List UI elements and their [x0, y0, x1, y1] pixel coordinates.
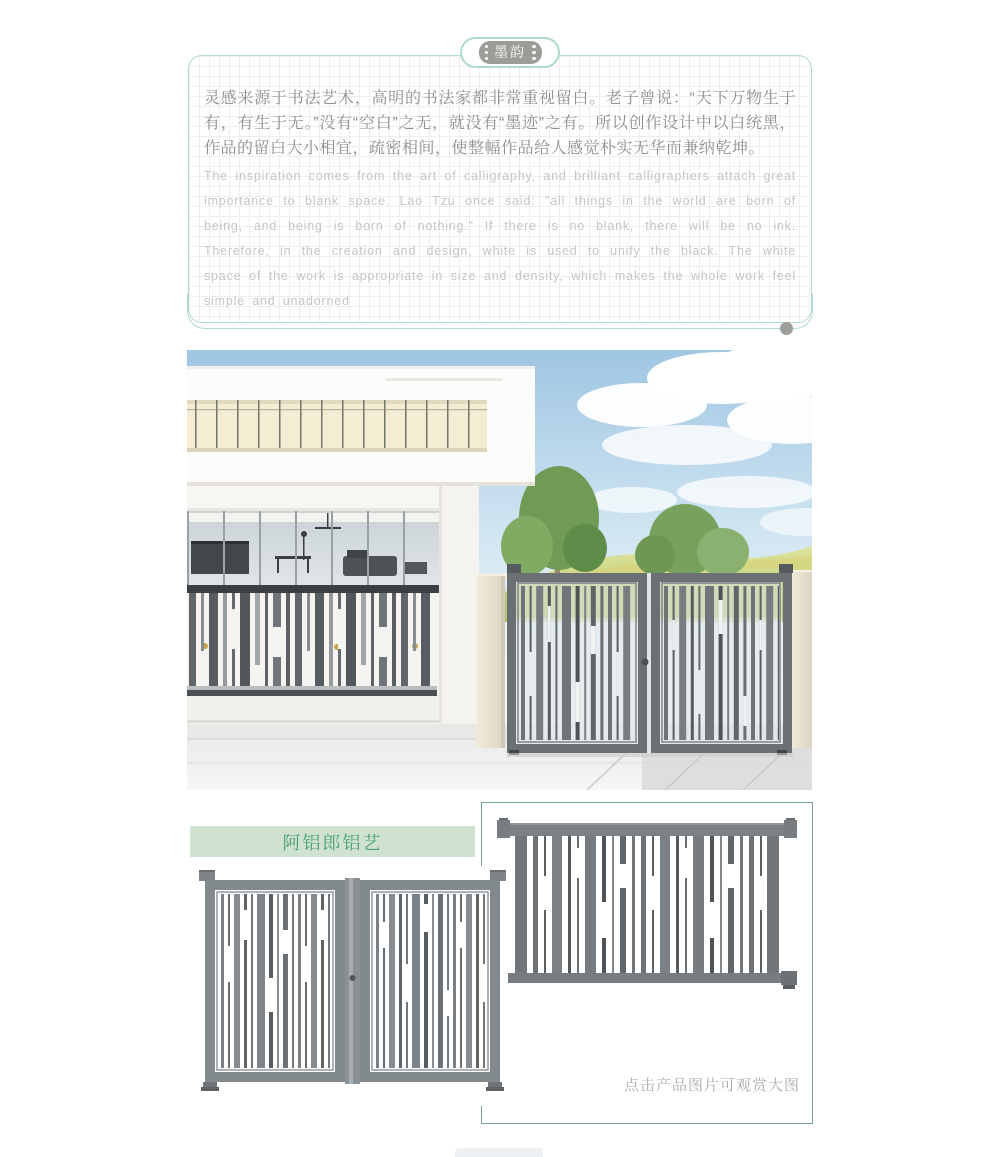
gate-product-image[interactable]: [197, 866, 508, 1106]
product-preview-panel: [481, 802, 813, 1124]
intro-text-cn: 灵感来源于书法艺术，高明的书法家都非常重视留白。老子曾说：“天下万物生于有，有生于无。”没有“空白”之无，就没有“墨迹”之有。所以创作设计中以白统黑，作品的留白大小相宜，疏密相间，使整幅作品给人感觉朴实无华而兼纳乾坤。: [204, 90, 796, 157]
section-badge-pill: [479, 41, 542, 64]
section-badge: [460, 37, 560, 68]
intro-card: [188, 55, 812, 323]
corner-dot-icon: [780, 322, 793, 335]
main-product-photo[interactable]: [187, 350, 812, 790]
badge-dots-right-icon: [532, 45, 536, 61]
gate-illustration: [507, 564, 793, 757]
house-gate-illustration: [187, 350, 812, 790]
fence-product-image[interactable]: [497, 813, 797, 1003]
section-badge-label: 墨韵: [494, 44, 526, 60]
brand-banner-label: 阿铝郎铝艺: [282, 832, 383, 853]
badge-dots-left-icon: [485, 45, 489, 61]
double-gate-illustration: [197, 866, 508, 1106]
next-section-stub: [455, 1148, 543, 1157]
zoom-hint-text: 点击产品图片可观赏大图: [623, 1077, 800, 1094]
intro-text-en: The inspiration comes from the art of calligraphy, and brilliant calligraphers attach great importance to blank space. Lao Tzu once said: "all things in the world are born of being, and being is born of nothing." If there is no blank, there will be no ink. Therefore, in the creation and design, white is used to unify the black. The white space of the work is appropriate in size and density, which makes the whole work feel simple and unadorned: [204, 169, 796, 308]
brand-banner: [190, 826, 475, 857]
fence-railing-illustration: [497, 813, 797, 1003]
